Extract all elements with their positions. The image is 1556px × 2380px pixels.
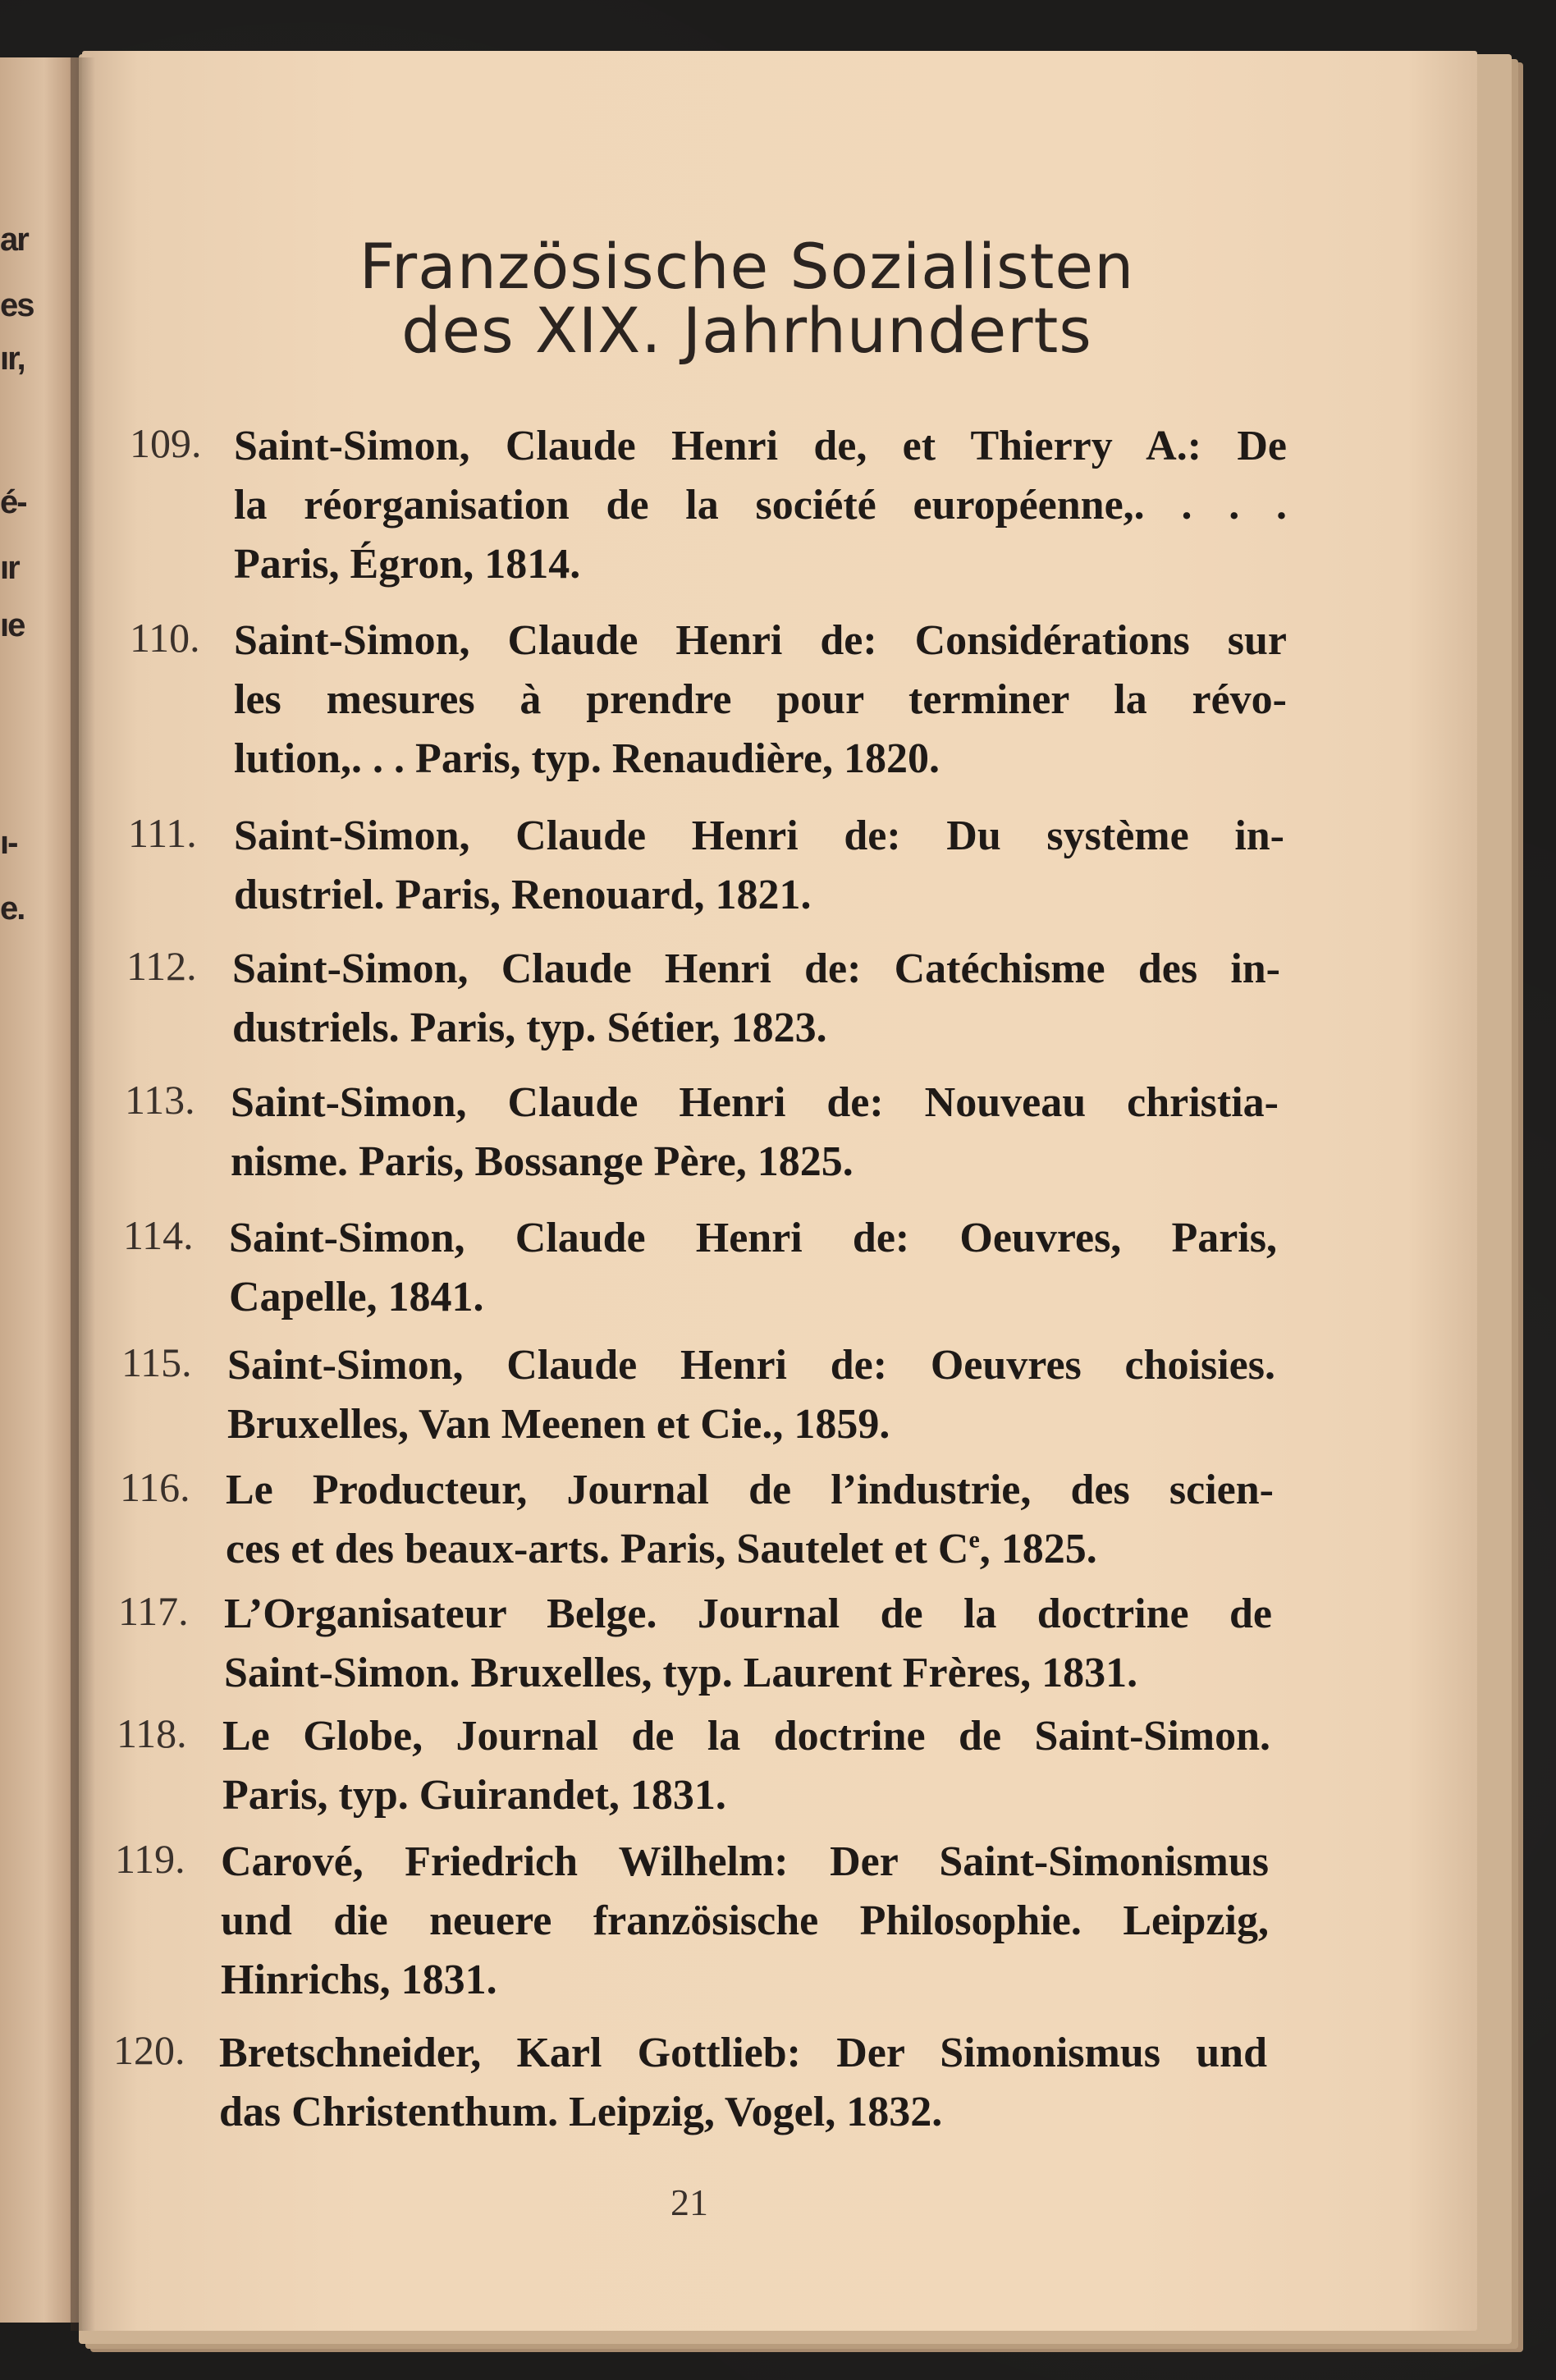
prev-page-fragment: ır, [0, 341, 25, 377]
entry-line: Saint-Simon, Claude Henri de: Du système in- [234, 812, 1284, 859]
entry-line: Hinrichs, 1831. [221, 1957, 497, 2003]
entry-number: 109. [130, 420, 202, 466]
entry-number: 110. [130, 615, 200, 661]
page-number: 21 [670, 2181, 708, 2223]
superscript-e: e [968, 1526, 980, 1554]
entry-number: 115. [121, 1339, 192, 1385]
entry-text [229, 1209, 1277, 1327]
entry-line: Paris, typ. Guirandet, 1831. [222, 1772, 726, 1819]
prev-page-fragment: ır [0, 550, 19, 586]
entry-number: 120. [113, 2027, 185, 2073]
entry-text [221, 1833, 1269, 2010]
entry-text [224, 1585, 1272, 1703]
entry-line [226, 1520, 1274, 1579]
entry-number: 116. [120, 1464, 190, 1510]
entry-line: les mesures à prendre pour terminer la révo- [234, 676, 1287, 723]
entry-line: Saint-Simon, Claude Henri de: Catéchisme des in- [232, 945, 1280, 992]
entry-line-part: , 1825. [979, 1526, 1097, 1572]
entry-text [231, 1073, 1279, 1192]
entry-line: Carové, Friedrich Wilhelm: Der Saint-Simonismus [221, 1838, 1269, 1885]
entry-line: L’Organisateur Belge. Journal de la doctrine de [224, 1590, 1272, 1637]
previous-page-edge [0, 57, 80, 2323]
entry-text [219, 2024, 1267, 2142]
entry-text [227, 1336, 1275, 1454]
prev-page-fragment: ıe [0, 607, 25, 643]
entry-line: Saint-Simon, Claude Henri de: Oeuvres, Paris, [229, 1215, 1277, 1261]
entry-line: Le Globe, Journal de la doctrine de Saint-Simon. [222, 1713, 1270, 1760]
entry-line: Le Producteur, Journal de l’industrie, des scien- [226, 1467, 1274, 1513]
entry-line: nisme. Paris, Bossange Père, 1825. [231, 1138, 854, 1185]
entry-number: 111. [128, 810, 197, 856]
entry-line: la réorganisation de la société européenne,. . . . [234, 482, 1287, 529]
entry-number: 118. [117, 1710, 187, 1756]
entry-text [234, 417, 1287, 594]
entry-line: Capelle, 1841. [229, 1274, 484, 1320]
entry-line: Bruxelles, Van Meenen et Cie., 1859. [227, 1401, 890, 1448]
entry-line: Saint-Simon, Claude Henri de: Oeuvres choisies. [227, 1342, 1275, 1389]
entry-line: Bretschneider, Karl Gottlieb: Der Simonismus und [219, 2030, 1267, 2076]
entry-line: das Christenthum. Leipzig, Vogel, 1832. [219, 2089, 943, 2135]
entry-number: 119. [115, 1836, 185, 1882]
entry-number: 112. [126, 943, 197, 989]
entry-line: Saint-Simon. Bruxelles, typ. Laurent Frères, 1831. [224, 1650, 1138, 1696]
entry-number: 113. [125, 1077, 195, 1123]
entry-number: 117. [118, 1588, 189, 1634]
page-title-line2: des XIX. Jahrhunderts [401, 294, 1092, 367]
entry-line: Saint-Simon, Claude Henri de, et Thierry A.: De [234, 423, 1287, 469]
entry-line: Paris, Égron, 1814. [234, 541, 581, 588]
spine-shadow [71, 57, 95, 2331]
entry-line: lution,. . . Paris, typ. Renaudière, 1820. [234, 735, 940, 782]
entry-number: 114. [123, 1212, 194, 1258]
entry-line: dustriel. Paris, Renouard, 1821. [234, 872, 812, 918]
entry-line: dustriels. Paris, typ. Sétier, 1823. [232, 1005, 827, 1051]
prev-page-fragment: es [0, 287, 34, 323]
entry-line: Saint-Simon, Claude Henri de: Nouveau christia- [231, 1079, 1279, 1126]
prev-page-fragment: ı- [0, 825, 17, 861]
entry-text [234, 807, 1284, 925]
entry-line: Saint-Simon, Claude Henri de: Considérations sur [234, 617, 1287, 664]
entry-line: und die neuere französische Philosophie. Leipzig, [221, 1897, 1269, 1944]
entry-text [226, 1461, 1274, 1579]
prev-page-fragment: é- [0, 484, 26, 520]
page-title-line1: Französische Sozialisten [359, 230, 1135, 303]
entry-line-part: ces et des beaux-arts. Paris, Sautelet et C [226, 1526, 969, 1572]
entry-text [232, 940, 1280, 1058]
entry-text [234, 611, 1287, 789]
entry-text [222, 1707, 1270, 1825]
prev-page-fragment: ar [0, 222, 28, 258]
prev-page-fragment: e. [0, 890, 25, 927]
